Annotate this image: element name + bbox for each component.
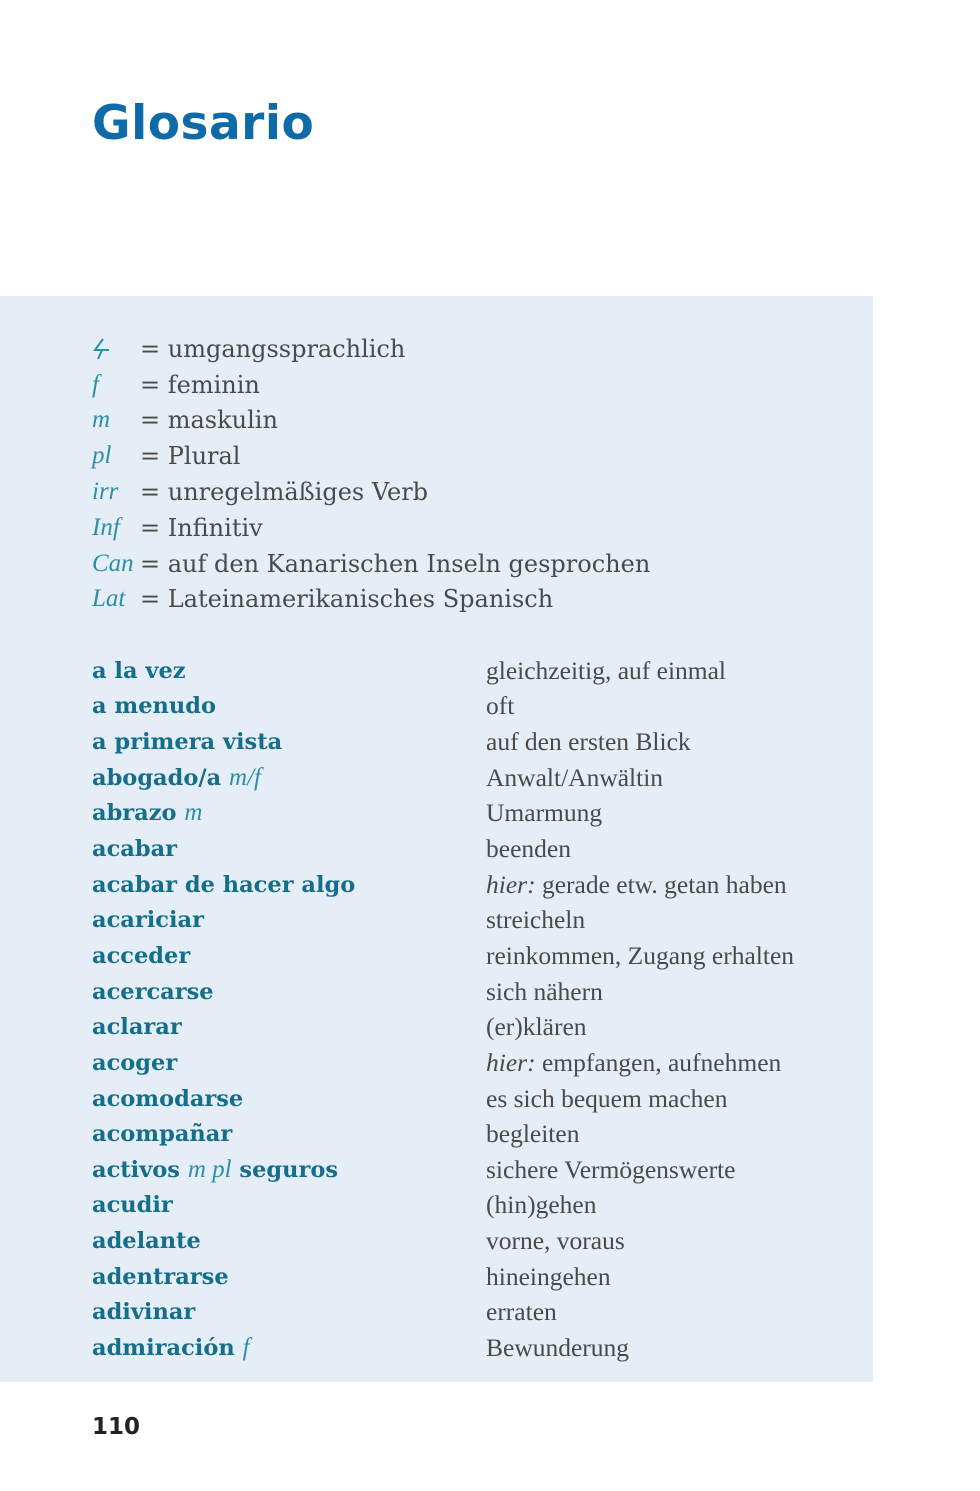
entry-translation <box>486 1012 587 1042</box>
term-text: acomodarse <box>92 1085 244 1112</box>
legend-item <box>92 403 650 439</box>
term-text: acceder <box>92 942 191 969</box>
term-text: acabar <box>92 836 178 863</box>
entry-term <box>92 836 486 862</box>
entry-translation <box>486 1226 625 1256</box>
translation-text: Bewunderung <box>486 1332 630 1362</box>
entry-term <box>92 1050 486 1076</box>
glossary-entry <box>92 1259 852 1295</box>
term-text: abrazo <box>92 800 177 827</box>
abbreviation-legend <box>92 331 650 617</box>
legend-abbr: Can <box>92 549 134 577</box>
entry-term <box>92 729 486 755</box>
term-text: admiración <box>92 1334 235 1361</box>
translation-text: sichere Vermögenswerte <box>486 1154 736 1184</box>
entry-term <box>92 1299 486 1325</box>
grammar-label: f <box>242 1333 250 1361</box>
translation-text: begleiten <box>486 1119 580 1149</box>
entry-term <box>92 658 486 684</box>
legend-abbr: Lat <box>92 585 126 613</box>
entry-translation <box>486 1084 727 1114</box>
entry-term <box>92 979 486 1005</box>
glossary-entry <box>92 1295 852 1331</box>
page-number: 110 <box>92 1414 141 1440</box>
entry-term <box>92 1192 486 1218</box>
legend-abbr: f <box>92 370 99 398</box>
term-text: adelante <box>92 1228 201 1255</box>
legend-text: = Infinitiv <box>140 513 263 542</box>
entry-translation <box>486 727 691 757</box>
translation-text: (hin)gehen <box>486 1190 597 1220</box>
term-text: aclarar <box>92 1014 182 1041</box>
term-text: acudir <box>92 1192 173 1219</box>
legend-text: = maskulin <box>140 406 278 435</box>
glossary-entry <box>92 974 852 1010</box>
legend-item <box>92 582 650 618</box>
glossary-entry <box>92 1223 852 1259</box>
translation-text: gerade etw. getan haben <box>541 869 787 899</box>
page-title: Glosario <box>92 96 315 151</box>
entry-translation <box>486 1262 611 1292</box>
translation-text: oft <box>486 691 515 721</box>
entry-term <box>92 907 486 933</box>
usage-note: hier: <box>486 1047 536 1077</box>
entry-translation <box>486 977 603 1007</box>
entry-translation <box>486 1119 579 1149</box>
term-text-continued: seguros <box>239 1156 339 1183</box>
translation-text: auf den ersten Blick <box>486 727 691 757</box>
translation-text: (er)klären <box>486 1012 587 1042</box>
entry-translation <box>486 1190 596 1220</box>
entry-term <box>92 1334 486 1362</box>
entry-term <box>92 1014 486 1040</box>
glossary-entry <box>92 902 852 938</box>
term-text: a primera vista <box>92 729 283 756</box>
legend-abbr: pl <box>92 442 112 470</box>
legend-text: = feminin <box>140 370 260 399</box>
term-text: activos <box>92 1156 180 1183</box>
legend-item <box>92 367 650 403</box>
glossary-entry <box>92 724 852 760</box>
glossary-entry <box>92 1330 852 1366</box>
legend-item <box>92 331 650 367</box>
glossary-entry <box>92 689 852 725</box>
entry-translation <box>486 763 663 793</box>
translation-text: reinkommen, Zugang erhalten <box>486 940 795 970</box>
legend-text: = unregelmäßiges Verb <box>140 478 429 507</box>
translation-text: es sich bequem machen <box>486 1083 728 1113</box>
term-text: a la vez <box>92 657 186 684</box>
term-text: acompañar <box>92 1121 233 1148</box>
translation-text: gleichzeitig, auf einmal <box>486 655 727 685</box>
entry-translation <box>486 870 787 900</box>
entry-term <box>92 1121 486 1147</box>
legend-item <box>92 510 650 546</box>
translation-text: vorne, voraus <box>486 1226 625 1256</box>
term-text: abogado/a <box>92 764 222 791</box>
glossary-entry <box>92 1188 852 1224</box>
entry-translation <box>486 941 794 971</box>
entry-translation <box>486 1297 557 1327</box>
legend-abbr: Inf <box>92 513 120 541</box>
entry-term <box>92 1156 486 1184</box>
legend-text: = Plural <box>140 442 241 471</box>
usage-note: hier: <box>486 869 536 899</box>
term-text: acabar de hacer algo <box>92 871 356 898</box>
entry-term <box>92 1086 486 1112</box>
term-text: acariciar <box>92 907 204 934</box>
entry-term <box>92 872 486 898</box>
entry-term <box>92 1228 486 1254</box>
translation-text: streicheln <box>486 905 586 935</box>
legend-abbr: m <box>92 406 111 434</box>
entry-translation <box>486 1333 629 1363</box>
legend-item <box>92 438 650 474</box>
entry-term <box>92 1264 486 1290</box>
legend-item <box>92 546 650 582</box>
glossary-entry <box>92 1152 852 1188</box>
term-text: acercarse <box>92 978 214 1005</box>
grammar-label: m <box>184 799 203 827</box>
glossary-list <box>92 653 852 1366</box>
translation-text: sich nähern <box>486 976 603 1006</box>
glossary-entry <box>92 1116 852 1152</box>
translation-text: Anwalt/Anwältin <box>486 762 664 792</box>
entry-translation <box>486 1048 781 1078</box>
glossary-entry <box>92 1045 852 1081</box>
entry-translation <box>486 798 602 828</box>
entry-term <box>92 693 486 719</box>
legend-text: = Lateinamerikanisches Spanisch <box>140 585 554 614</box>
legend-text: = auf den Kanarischen Inseln gesprochen <box>140 549 651 578</box>
translation-text: erraten <box>486 1297 557 1327</box>
term-text: acoger <box>92 1049 178 1076</box>
translation-text: hineingehen <box>486 1261 611 1291</box>
glossary-entry <box>92 653 852 689</box>
entry-term <box>92 943 486 969</box>
glossary-entry <box>92 867 852 903</box>
entry-translation <box>486 691 514 721</box>
translation-text: Umarmung <box>486 798 603 828</box>
legend-abbr: irr <box>92 478 119 506</box>
glossary-entry <box>92 938 852 974</box>
legend-item <box>92 474 650 510</box>
translation-text: beenden <box>486 834 571 864</box>
entry-term <box>92 764 486 792</box>
translation-text: empfangen, aufnehmen <box>541 1047 782 1077</box>
term-text: adentrarse <box>92 1263 229 1290</box>
glossary-entry <box>92 796 852 832</box>
term-text: adivinar <box>92 1299 196 1326</box>
entry-translation <box>486 905 585 935</box>
entry-term <box>92 799 486 827</box>
glossary-entry <box>92 831 852 867</box>
entry-translation <box>486 834 571 864</box>
glossary-entry <box>92 1081 852 1117</box>
grammar-label: m pl <box>187 1155 232 1183</box>
entry-translation <box>486 1155 735 1185</box>
glossary-entry <box>92 760 852 796</box>
glossary-entry <box>92 1009 852 1045</box>
grammar-label: m/f <box>229 763 261 791</box>
term-text: a menudo <box>92 693 216 720</box>
legend-text: = umgangssprachlich <box>140 334 406 363</box>
entry-translation <box>486 656 726 686</box>
lightning-bolt-icon <box>92 338 140 360</box>
